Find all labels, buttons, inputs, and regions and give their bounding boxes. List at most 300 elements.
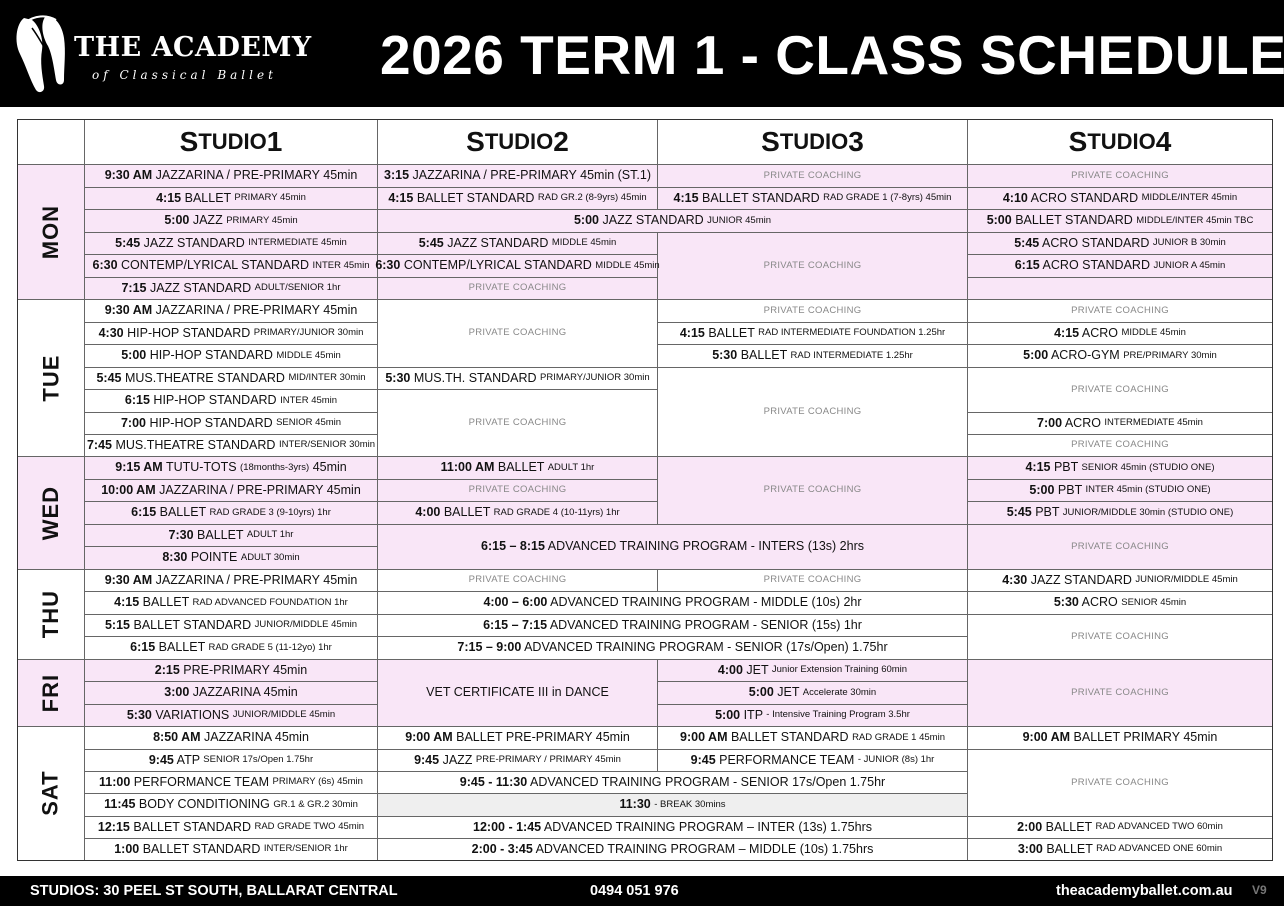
schedule-grid [17,119,1273,861]
class-detail: RAD ADVANCED TWO 60min [1095,821,1223,833]
private-coaching-cell [378,278,658,300]
class-name: BALLET STANDARD [139,841,264,856]
class-detail: RAD ADVANCED ONE 60min [1096,843,1223,855]
class-detail: JUNIOR 45min [707,214,771,226]
class-time: 5:00 [164,213,190,228]
class-name: TUTU-TOTS [162,460,241,475]
private-coaching-label: PRIVATE COACHING [763,259,862,271]
class-time: 11:00 AM [440,460,495,475]
class-cell [968,345,1272,368]
class-time: 4:15 [388,190,414,205]
class-name: ADVANCED TRAINING PROGRAM - MIDDLE (10s) 2hr [547,595,862,610]
day-label-text: THU [37,590,63,639]
class-time: 6:15 – 7:15 [483,617,548,632]
class-cell [378,188,658,210]
class-cell [378,368,658,390]
page-title: 2026 TERM 1 - CLASS SCHEDULE [380,24,1286,86]
class-detail: JUNIOR/MIDDLE 45min [254,619,358,631]
private-coaching-cell [658,165,968,188]
class-detail: MIDDLE/INTER 45min TBC [1136,214,1254,226]
private-coaching-cell [968,435,1272,457]
class-time: 4:00 [717,662,743,677]
private-coaching-cell [968,525,1272,570]
class-time: 4:15 [114,595,140,610]
class-cell [85,300,378,323]
website-link[interactable]: theacademyballet.com.au [1056,883,1233,899]
class-time: 5:00 [1023,348,1049,363]
class-detail: SENIOR 45min [1121,596,1187,608]
class-cell [968,839,1272,860]
class-name: JET [773,685,803,700]
class-cell [85,817,378,839]
class-name: BALLET STANDARD [1011,213,1137,228]
studio-label-rest: TUDIO [484,128,554,154]
class-detail: MIDDLE 45min [1121,327,1186,339]
class-cell [85,255,378,278]
class-cell [85,660,378,682]
day-label-text: TUE [37,354,63,402]
class-name: JAZZARINA / PRE-PRIMARY 45min (ST.1) [409,168,651,183]
studio-label-rest: TUDIO [779,128,849,154]
private-coaching-label: PRIVATE COACHING [1071,776,1169,788]
logo-tagline: of Classical Ballet [92,68,277,82]
ballet-shoes-icon [12,14,68,94]
class-time: 4:15 [1054,325,1080,340]
class-time: 5:00 [1029,482,1055,497]
class-detail: RAD ADVANCED FOUNDATION 1hr [192,596,348,608]
class-name: CONTEMP/LYRICAL STANDARD [117,258,313,273]
class-cell [658,682,968,705]
class-name: JAZZ STANDARD [146,280,255,295]
class-detail: RAD GR.2 (8-9yrs) 45min [537,192,647,204]
class-cell [968,413,1272,435]
class-cell [968,817,1272,839]
class-cell [85,165,378,188]
class-cell [378,772,968,794]
class-cell [85,839,378,860]
class-name: POINTE [187,550,241,565]
class-cell [85,390,378,413]
studio-label-rest: TUDIO [198,128,267,154]
phone-number: 0494 051 976 [590,883,679,899]
class-time: 4:30 [98,325,124,340]
class-time: 10:00 AM [101,482,156,497]
class-name: JAZZ STANDARD [1027,572,1136,587]
day-label-tue [18,300,85,457]
class-cell [85,570,378,592]
class-cell [378,727,658,750]
private-coaching-cell [378,570,658,592]
class-time: 12:00 - 1:45 [473,819,542,834]
day-label-sat [18,727,85,860]
class-time: 5:30 [126,707,152,722]
class-time: 4:15 [156,190,182,205]
class-time: 7:15 – 9:00 [457,640,522,655]
class-name: VET CERTIFICATE III in DANCE [426,685,609,700]
class-time: 4:15 [1025,460,1051,475]
class-time: 8:30 [162,550,188,565]
class-cell [378,233,658,255]
studio-address: STUDIOS: 30 PEEL ST SOUTH, BALLARAT CENTRAL [30,883,398,899]
class-time: 5:15 [104,617,131,632]
class-cell [85,525,378,547]
class-cell [658,750,968,772]
class-cell [378,592,968,615]
day-label-text: WED [37,485,63,541]
class-time: 9:45 [148,752,174,767]
class-detail: Accelerate 30min [802,686,877,698]
class-name: JAZZ [189,213,227,228]
class-name: VARIATIONS [151,707,233,722]
class-time: 2:15 [154,662,180,677]
class-name: BALLET STANDARD [727,730,853,745]
class-detail: - JUNIOR (8s) 1hr [857,754,935,766]
class-name: BALLET [494,460,548,475]
class-detail: MIDDLE 45min [595,259,660,271]
class-name: BALLET [155,640,209,655]
class-detail: JUNIOR A 45min [1153,259,1226,271]
class-time: 3:15 [384,168,410,183]
class-cell [968,233,1272,255]
day-label-wed [18,457,85,570]
empty-cell [968,278,1272,300]
day-label-text: FRI [37,673,63,713]
class-name: BALLET [156,505,210,520]
class-cell [85,705,378,727]
private-coaching-cell [968,165,1272,188]
class-cell [85,210,378,233]
studio-label-rest: TUDIO [1087,128,1156,154]
class-detail: Junior Extension Training 60min [771,664,908,676]
class-name: ACRO [1062,415,1105,430]
studio-label-initial: S [466,125,485,157]
class-name: MUS.THEATRE STANDARD [121,370,289,385]
class-name: PERFORMANCE TEAM [130,774,273,789]
class-time: 2:00 - 3:45 [471,841,533,856]
class-time: 7:45 [86,437,113,452]
class-time: 3:00 [164,685,190,700]
class-cell [85,794,378,817]
class-time: 7:15 [121,280,147,295]
class-name: BALLET [737,348,791,363]
studio-label-initial: S [1068,125,1088,157]
class-cell [378,615,968,637]
class-detail: PRIMARY (6s) 45min [272,776,363,788]
class-time: 9:30 AM [104,303,153,318]
class-name: PERFORMANCE TEAM [715,752,858,767]
class-time: 5:45 [1006,505,1032,520]
class-detail: SENIOR 45min (STUDIO ONE) [1081,461,1215,473]
class-cell [378,794,968,817]
class-time: 12:15 [97,819,130,834]
class-time: 11:45 [104,797,136,812]
class-cell [968,570,1272,592]
class-time: 11:30 [619,797,651,812]
studio-header-2 [378,120,658,165]
class-detail: RAD GRADE 3 (9-10yrs) 1hr [209,506,331,518]
studio-header-1 [85,120,378,165]
class-detail: - BREAK 30mins [654,798,726,810]
class-detail: RAD GRADE TWO 45min [254,821,365,833]
class-cell [968,188,1272,210]
private-coaching-cell [968,750,1272,817]
class-time: 5:45 [96,370,122,385]
class-cell [968,210,1272,233]
class-time: 7:30 [168,527,194,542]
class-cell [85,233,378,255]
private-coaching-label: PRIVATE COACHING [763,574,862,586]
class-time: 6:15 [130,640,156,655]
class-name: ACRO-GYM [1048,348,1124,363]
class-detail: - Intensive Training Program 3.5hr [766,709,910,721]
class-time: 11:00 [99,774,131,789]
class-time: 5:45 [115,235,141,250]
class-detail: ADULT 1hr [547,461,595,473]
studio-number: 1 [266,125,283,157]
class-time: 5:00 [986,213,1012,228]
class-name: ATP [173,752,204,767]
day-label-text: MON [37,204,63,260]
private-coaching-label: PRIVATE COACHING [1071,439,1169,451]
class-cell [85,547,378,570]
class-name: BALLET [193,527,247,542]
header-bar [0,0,1284,107]
class-time: 6:30 [92,258,118,273]
class-detail: RAD GRADE 1 (7-8yrs) 45min [823,192,952,204]
class-detail: INTERMEDIATE 45min [1104,417,1203,429]
day-label-text: SAT [37,770,63,817]
private-coaching-label: PRIVATE COACHING [1071,540,1169,552]
class-cell [85,727,378,750]
class-name: ADVANCED TRAINING PROGRAM - SENIOR (15s) 1hr [547,617,862,632]
class-detail: PRIMARY/JUNIOR 30min [253,327,364,339]
class-time: 5:00 [121,348,147,363]
class-detail: JUNIOR/MIDDLE 45min [232,709,336,721]
class-cell [378,750,658,772]
private-coaching-cell [378,480,658,502]
class-time: 4:15 [679,325,705,340]
class-cell [378,660,658,727]
class-cell [968,727,1272,750]
class-time: 5:00 [748,685,774,700]
class-cell [375,255,660,278]
class-cell [85,480,378,502]
class-detail: ADULT/SENIOR 1hr [254,282,341,294]
class-name: HIP-HOP STANDARD [146,348,277,363]
class-name: ACRO STANDARD [1027,190,1142,205]
class-cell [658,345,968,368]
private-coaching-label: PRIVATE COACHING [763,405,862,417]
class-detail: PRIMARY 45min [226,214,298,226]
class-name: JAZZ STANDARD [599,213,708,228]
private-coaching-label: PRIVATE COACHING [763,484,862,496]
class-detail: INTER 45min [312,259,370,271]
class-time: 4:00 [415,505,441,520]
class-detail: INTER 45min [280,394,338,406]
class-time: 9:30 AM [104,168,153,183]
class-time: 5:45 [1014,235,1040,250]
class-cell [85,278,378,300]
class-time: 1:00 [114,841,140,856]
class-cell [968,457,1272,480]
class-detail: MID/INTER 30min [288,372,366,384]
private-coaching-cell [378,300,658,368]
academy-logo [12,14,312,94]
class-name: JAZZARINA / PRE-PRIMARY 45min [152,168,358,183]
class-name: BALLET PRIMARY 45min [1070,730,1218,745]
class-cell [968,592,1272,615]
class-name: ACRO [1079,325,1122,340]
class-detail: MIDDLE 45min [276,349,341,361]
class-cell [85,323,378,345]
class-detail: MIDDLE/INTER 45min [1141,192,1238,204]
class-time: 5:00 [715,707,741,722]
class-cell [85,772,378,794]
class-name: BALLET STANDARD [129,819,255,834]
class-time: 6:15 [131,505,157,520]
class-name: BALLET [704,325,759,340]
class-time: 6:15 [1014,258,1040,273]
class-detail: INTER 45min (STUDIO ONE) [1085,484,1211,496]
class-cell [378,165,658,188]
class-cell [658,188,968,210]
class-name: BALLET [181,190,235,205]
class-cell [85,615,378,637]
private-coaching-label: PRIVATE COACHING [1071,383,1169,395]
private-coaching-cell [658,457,968,525]
class-time: 2:00 [1017,819,1043,834]
class-name: HIP-HOP STANDARD [123,325,254,340]
class-time: 4:00 – 6:00 [483,595,548,610]
studio-header-4 [968,120,1272,165]
class-cell [85,457,378,480]
class-cell [378,637,968,660]
class-name: ADVANCED TRAINING PROGRAM - SENIOR (17s/Open) 1.75hr [521,640,888,655]
class-cell [658,323,968,345]
private-coaching-cell [378,390,658,457]
private-coaching-label: PRIVATE COACHING [763,169,862,181]
class-cell [85,502,378,525]
class-name: JAZZ [439,752,476,767]
class-detail: MIDDLE 45min [551,237,617,249]
class-time: 8:50 AM [153,730,201,745]
class-time: 6:15 [124,393,150,408]
class-time: 5:30 [385,370,411,385]
class-name: ACRO STANDARD [1039,235,1153,250]
class-cell [658,705,968,727]
class-detail: INTERMEDIATE 45min [248,237,347,249]
class-name: ACRO STANDARD [1039,258,1154,273]
class-cell [378,817,968,839]
day-label-fri [18,660,85,727]
studio-number: 4 [1155,125,1172,157]
class-cell [968,480,1272,502]
class-time: 6:15 – 8:15 [481,539,545,554]
class-name: PBT [1050,460,1082,475]
class-name: BALLET [1042,819,1096,834]
class-time: 9:00 AM [1022,730,1071,745]
class-cell [378,457,658,480]
class-detail: SENIOR 45min [276,417,342,429]
private-coaching-label: PRIVATE COACHING [1071,169,1169,181]
private-coaching-label: PRIVATE COACHING [468,484,567,496]
class-detail: RAD INTERMEDIATE 1.25hr [790,349,913,361]
class-cell [85,435,378,457]
class-detail: RAD INTERMEDIATE FOUNDATION 1.25hr [758,327,946,339]
class-time: 5:45 [418,235,444,250]
logo-name: THE ACADEMY [74,32,312,63]
class-cell [85,750,378,772]
class-detail: RAD GRADE 4 (10-11yrs) 1hr [493,506,620,518]
class-cell [378,525,968,570]
class-name: JAZZ STANDARD [443,235,552,250]
class-name: MUS.TH. STANDARD [410,370,541,385]
class-time: 6:30 [375,258,401,273]
class-cell [658,660,968,682]
class-name: ADVANCED TRAINING PROGRAM – MIDDLE (10s) 1.75hrs [532,841,874,856]
class-detail: RAD GRADE 1 45min [852,731,945,743]
class-detail: JUNIOR B 30min [1152,237,1226,249]
class-name: JAZZARINA 45min [200,730,309,745]
class-cell [85,682,378,705]
class-name: BALLET PRE-PRIMARY 45min [452,730,630,745]
class-time: 9:45 - 11:30 [459,774,528,789]
class-name: ITP [740,707,767,722]
class-name: PRE-PRIMARY 45min [179,662,308,677]
class-cell [968,502,1272,525]
private-coaching-cell [658,233,968,300]
class-detail: PRIMARY/JUNIOR 30min [540,372,650,384]
class-time: 5:00 [573,213,600,228]
private-coaching-cell [968,615,1272,660]
private-coaching-cell [968,300,1272,323]
class-cell [378,502,658,525]
class-time: 9:45 [414,752,440,767]
private-coaching-label: PRIVATE COACHING [763,304,862,316]
class-name: BALLET STANDARD [698,190,824,205]
class-name: PBT [1031,505,1063,520]
class-detail: INTER/SENIOR 30min [278,439,376,451]
class-name: BALLET STANDARD [130,617,255,632]
private-coaching-label: PRIVATE COACHING [1071,686,1169,698]
private-coaching-cell [968,660,1272,727]
studio-number: 2 [553,125,569,157]
private-coaching-label: PRIVATE COACHING [1071,630,1169,642]
class-name: HIP-HOP STANDARD [149,393,281,408]
private-coaching-label: PRIVATE COACHING [1071,304,1169,316]
class-detail: ADULT 1hr [246,529,294,541]
day-label-mon [18,165,85,300]
class-cell [85,637,378,660]
private-coaching-label: PRIVATE COACHING [468,327,567,339]
class-cell [968,323,1272,345]
class-cell [85,188,378,210]
class-time: 9:30 AM [104,572,153,587]
class-name: BODY CONDITIONING [135,797,274,812]
class-time: 4:10 [1002,190,1028,205]
studio-label-initial: S [761,125,780,157]
day-label-thu [18,570,85,660]
class-name: JET [742,662,772,677]
class-cell [658,727,968,750]
class-detail: PRE-PRIMARY / PRIMARY 45min [475,754,621,766]
class-time: 9:00 AM [680,730,728,745]
studio-label-initial: S [179,125,199,157]
private-coaching-label: PRIVATE COACHING [468,574,567,586]
studio-header-3 [658,120,968,165]
class-time: 9:45 [690,752,716,767]
private-coaching-cell [658,570,968,592]
